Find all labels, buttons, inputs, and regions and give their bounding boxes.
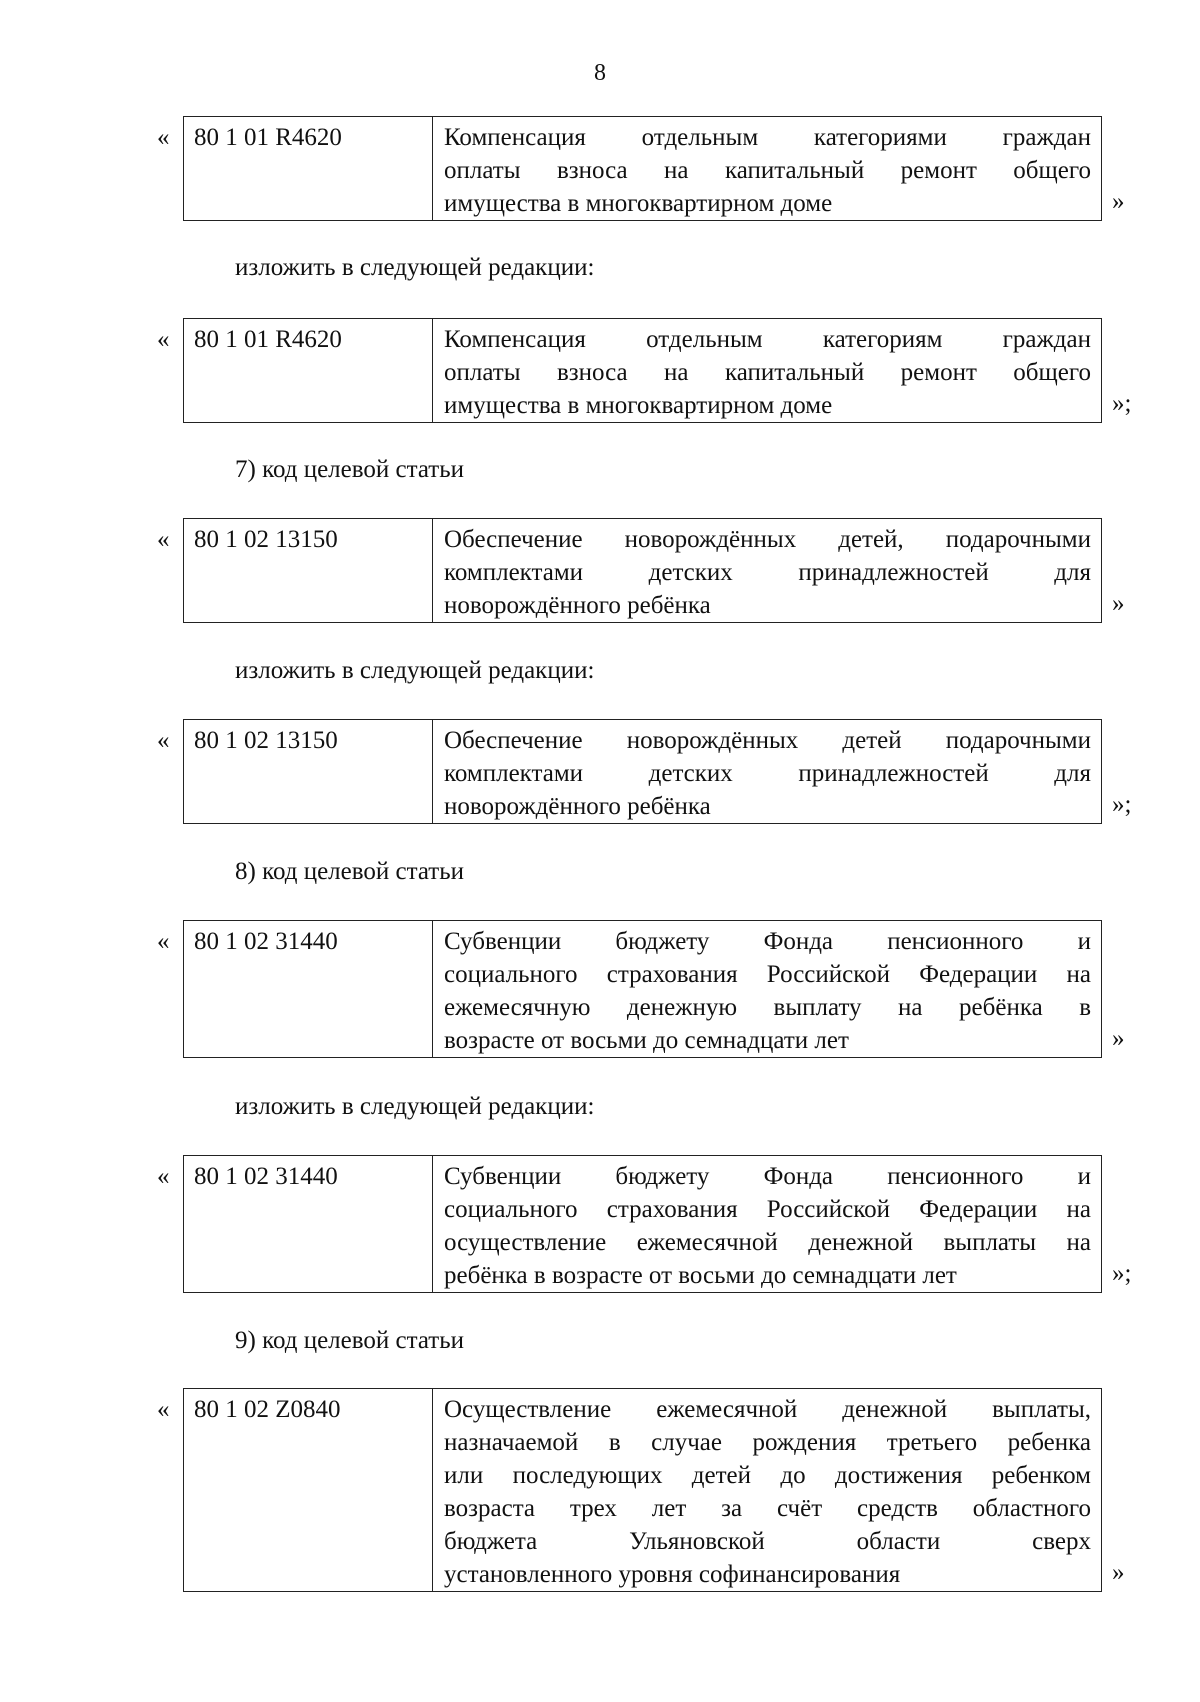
target-article-name bbox=[433, 1389, 1101, 1591]
target-article-name bbox=[433, 720, 1101, 823]
name-line: социального страхования Российской Федерации на bbox=[444, 1196, 1091, 1223]
code-table bbox=[183, 116, 1102, 221]
name-line: ребёнка в возрасте от восьми до семнадцати лет bbox=[444, 1262, 957, 1289]
name-line: осуществление ежемесячной денежной выплаты на bbox=[444, 1229, 1091, 1256]
opening-quote: « bbox=[157, 928, 170, 955]
target-article-code: 80 1 01 R4620 bbox=[184, 319, 433, 422]
opening-quote: « bbox=[157, 1396, 170, 1423]
name-line: Осуществление ежемесячной денежной выплаты, bbox=[444, 1396, 1091, 1423]
name-line: комплектами детских принадлежностей для bbox=[444, 760, 1091, 787]
name-line: Компенсация отдельным категориями граждан bbox=[444, 124, 1091, 151]
name-line: установленного уровня софинансирования bbox=[444, 1561, 901, 1588]
closing-quote: »; bbox=[1112, 390, 1132, 417]
section-heading: 7) код целевой статьи bbox=[235, 456, 464, 483]
code-table bbox=[183, 518, 1102, 623]
name-line: возрасте от восьми до семнадцати лет bbox=[444, 1027, 849, 1054]
section-heading: 8) код целевой статьи bbox=[235, 858, 464, 885]
target-article-name bbox=[433, 921, 1101, 1057]
code-table bbox=[183, 920, 1102, 1058]
name-line: имущества в многоквартирном доме bbox=[444, 190, 833, 217]
name-line: возраста трех лет за счёт средств областного bbox=[444, 1495, 1091, 1522]
name-line: или последующих детей до достижения ребенком bbox=[444, 1462, 1091, 1489]
target-article-name bbox=[433, 117, 1101, 220]
name-line: ежемесячную денежную выплату на ребёнка в bbox=[444, 994, 1091, 1021]
target-article-code: 80 1 02 31440 bbox=[184, 921, 433, 1057]
closing-quote: »; bbox=[1112, 1260, 1132, 1287]
target-article-code: 80 1 02 13150 bbox=[184, 519, 433, 622]
closing-quote: » bbox=[1112, 1025, 1125, 1052]
opening-quote: « bbox=[157, 526, 170, 553]
code-table bbox=[183, 1388, 1102, 1592]
opening-quote: « bbox=[157, 326, 170, 353]
target-article-name bbox=[433, 519, 1101, 622]
name-line: новорождённого ребёнка bbox=[444, 793, 711, 820]
code-table bbox=[183, 318, 1102, 423]
intro-paragraph: изложить в следующей редакции: bbox=[235, 254, 595, 281]
opening-quote: « bbox=[157, 1163, 170, 1190]
name-line: Субвенции бюджету Фонда пенсионного и bbox=[444, 1163, 1091, 1190]
target-article-name bbox=[433, 319, 1101, 422]
target-article-code: 80 1 02 Z0840 bbox=[184, 1389, 433, 1591]
code-table bbox=[183, 719, 1102, 824]
name-line: бюджета Ульяновской области сверх bbox=[444, 1528, 1091, 1555]
opening-quote: « bbox=[157, 124, 170, 151]
intro-paragraph: изложить в следующей редакции: bbox=[235, 657, 595, 684]
name-line: оплаты взноса на капитальный ремонт общего bbox=[444, 157, 1091, 184]
name-line: назначаемой в случае рождения третьего ребенка bbox=[444, 1429, 1091, 1456]
closing-quote: » bbox=[1112, 590, 1125, 617]
name-line: оплаты взноса на капитальный ремонт общего bbox=[444, 359, 1091, 386]
target-article-code: 80 1 02 13150 bbox=[184, 720, 433, 823]
target-article-name bbox=[433, 1156, 1101, 1292]
name-line: имущества в многоквартирном доме bbox=[444, 392, 833, 419]
target-article-code: 80 1 02 31440 bbox=[184, 1156, 433, 1292]
target-article-code: 80 1 01 R4620 bbox=[184, 117, 433, 220]
name-line: комплектами детских принадлежностей для bbox=[444, 559, 1091, 586]
closing-quote: » bbox=[1112, 188, 1125, 215]
intro-paragraph: изложить в следующей редакции: bbox=[235, 1093, 595, 1120]
opening-quote: « bbox=[157, 727, 170, 754]
name-line: Обеспечение новорождённых детей подарочными bbox=[444, 727, 1091, 754]
name-line: Компенсация отдельным категориям граждан bbox=[444, 326, 1091, 353]
name-line: Обеспечение новорождённых детей, подарочными bbox=[444, 526, 1091, 553]
closing-quote: » bbox=[1112, 1559, 1125, 1586]
name-line: Субвенции бюджету Фонда пенсионного и bbox=[444, 928, 1091, 955]
code-table bbox=[183, 1155, 1102, 1293]
section-heading: 9) код целевой статьи bbox=[235, 1327, 464, 1354]
name-line: новорождённого ребёнка bbox=[444, 592, 711, 619]
closing-quote: »; bbox=[1112, 791, 1132, 818]
name-line: социального страхования Российской Федерации на bbox=[444, 961, 1091, 988]
page-number: 8 bbox=[594, 60, 606, 86]
